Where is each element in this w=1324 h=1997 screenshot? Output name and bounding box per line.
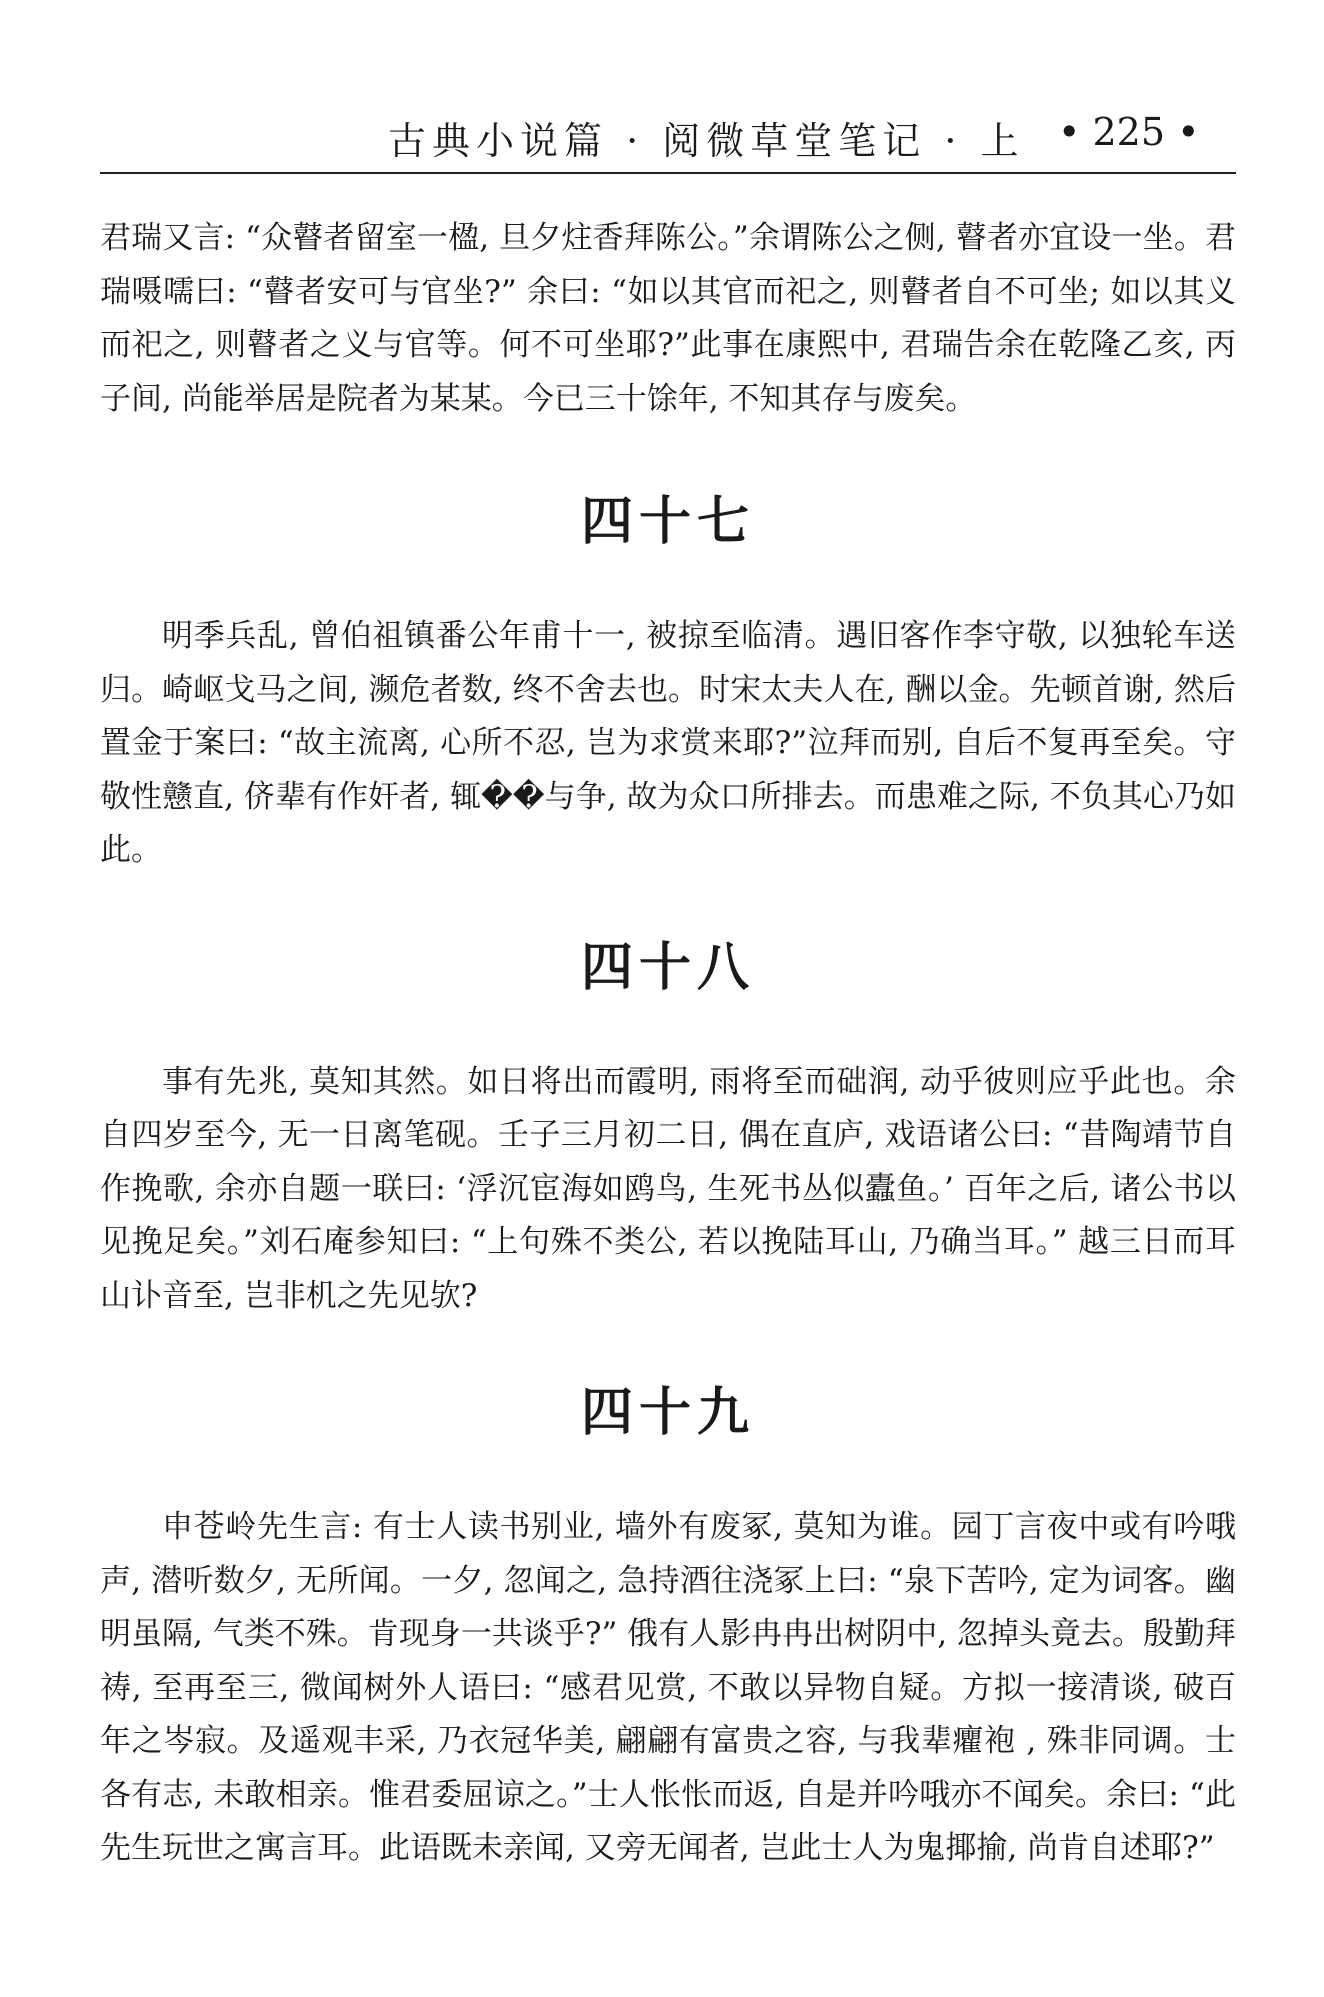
page-body	[100, 212, 1236, 1876]
section-heading-47: 四十七	[580, 491, 755, 552]
section-47-paragraph: 明季兵乱, 曾伯祖镇番公年甫十一, 被掠至临清。遇旧客作李守敬, 以独轮车送归。崎岖戈马之间, 濒危者数, 终不舍去也。时宋太夫人在, 酬以金。先顿首谢, 然后置金于案曰: “故主流离, 心所不忍, 岂为求赏来耶?”泣拜而别, 自后不复再至矣。守敬性戆直, 侪辈有作奸者, 辄��与争, 故为众口所排去。而患难之际, 不负其心乃如此。	[100, 618, 1236, 868]
section-heading-48: 四十八	[580, 936, 755, 998]
intro-paragraph: 君瑞又言: “众瞽者留室一楹, 旦夕炷香拜陈公。”余谓陈公之侧, 瞽者亦宜设一坐。君瑞嗫嚅曰: “瞽者安可与官坐?” 余曰: “如以其官而祀之, 则瞽者自不可坐; 如以其义而祀之, 则瞽者之义与官等。何不可坐耶?”此事在康熙中, 君瑞告余在乾隆乙亥, 丙子间, 尚能举居是院者为某某。今已三十馀年, 不知其存与废矣。	[100, 220, 1236, 417]
page-number: • 225 •	[1058, 110, 1200, 154]
section-49-paragraph: 申苍岭先生言: 有士人读书别业, 墙外有废冢, 莫知为谁。园丁言夜中或有吟哦声, 潜听数夕, 无所闻。一夕, 忽闻之, 急持酒往浇冢上曰: “泉下苦吟, 定为词客。幽明虽隔, 气类不殊。肯现身一共谈乎?” 俄有人影冉冉出树阴中, 忽掉头竟去。殷勤拜祷, 至再至三, 微闻树外人语曰: “感君见赏, 不敢以异物自疑。方拟一接清谈, 破百年之岑寂。及遥观丰采, 乃衣冠华美, 翩翩有富贵之容, 与我辈癯袍 , 殊非同调。士各有志, 未敢相亲。惟君委屈谅之。”士人怅怅而返, 自是并吟哦亦不闻矣。余曰: “此先生玩世之寓言耳。此语既未亲闻, 又旁无闻者, 岂此士人为鬼揶揄, 尚肯自述耶?”	[100, 1509, 1236, 1866]
running-title: 古典小说篇 · 阅微草堂笔记 · 上	[388, 119, 1025, 163]
section-48-paragraph: 事有先兆, 莫知其然。如日将出而霞明, 雨将至而础润, 动乎彼则应乎此也。余自四岁至今, 无一日离笔砚。壬子三月初二日, 偶在直庐, 戏语诸公曰: “昔陶靖节自作挽歌, 余亦自题一联曰: ‘浮沉宦海如鸥鸟, 生死书丛似蠹鱼。’ 百年之后, 诸公书以见挽足矣。”刘石庵参知曰: “上句殊不类公, 若以挽陆耳山, 乃确当耳。” 越三日而耳山讣音至, 岂非机之先见欤?	[100, 1063, 1236, 1314]
page-header	[100, 92, 1236, 174]
section-heading-49: 四十九	[580, 1382, 755, 1443]
